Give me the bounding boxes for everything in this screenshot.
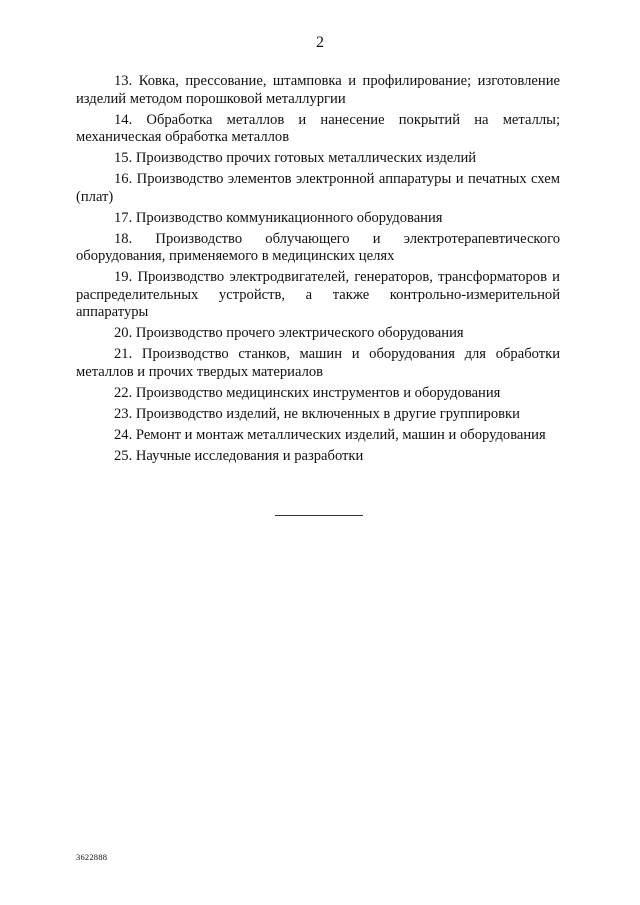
list-item: 23. Производство изделий, не включенных в другие группировки bbox=[114, 405, 520, 422]
document-code: 3622888 bbox=[76, 852, 108, 862]
list-item: 24. Ремонт и монтаж металлических изделий, машин и оборудования bbox=[114, 426, 546, 443]
list-item: 18. Производство облучающего и электротерапевтического оборудования, применяемого в медицинских целях bbox=[76, 230, 560, 264]
list-item: 17. Производство коммуникационного оборудования bbox=[114, 209, 443, 226]
activity-list bbox=[76, 73, 560, 469]
list-item: 21. Производство станков, машин и оборудования для обработки металлов и прочих твердых материалов bbox=[76, 346, 560, 380]
list-item: 22. Производство медицинских инструментов и оборудования bbox=[114, 384, 501, 401]
list-item: 13. Ковка, прессование, штамповка и профилирование; изготовление изделий методом порошковой металлургии bbox=[76, 73, 560, 107]
list-item: 15. Производство прочих готовых металлических изделий bbox=[114, 150, 477, 166]
end-divider bbox=[275, 515, 363, 516]
page-number: 2 bbox=[316, 34, 324, 51]
list-item: 14. Обработка металлов и нанесение покрытий на металлы; механическая обработка металлов bbox=[76, 111, 560, 145]
list-item: 25. Научные исследования и разработки bbox=[114, 447, 364, 464]
list-item: 16. Производство элементов электронной аппаратуры и печатных схем (плат) bbox=[76, 171, 560, 205]
list-item: 20. Производство прочего электрического оборудования bbox=[114, 325, 464, 341]
list-item: 19. Производство электродвигателей, генераторов, трансформаторов и распределительных устройств, а также контрольно-измерительной аппаратуры bbox=[76, 269, 560, 320]
